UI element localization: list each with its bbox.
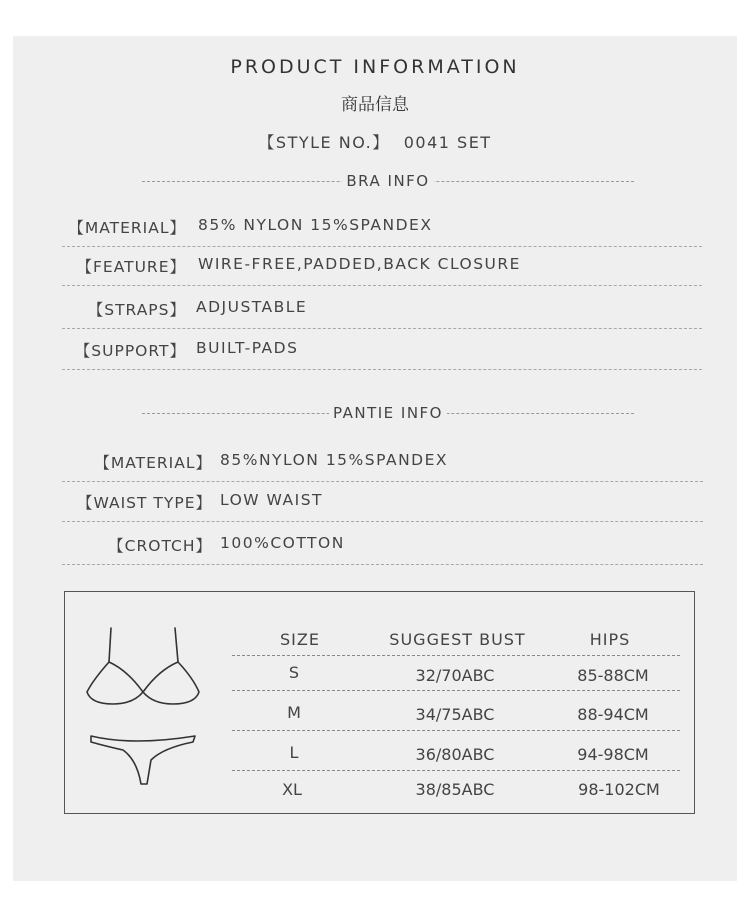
pantie-waist-value: LOW WAIST bbox=[220, 491, 323, 509]
size-cell: S bbox=[288, 663, 300, 682]
bra-material-value: 85% NYLON 15%SPANDEX bbox=[198, 216, 433, 234]
pantie-crotch-row bbox=[62, 524, 703, 565]
pantie-info-title: PANTIE INFO bbox=[329, 404, 447, 422]
table-divider bbox=[232, 655, 680, 656]
size-cell: M bbox=[287, 703, 301, 722]
bra-straps-value: ADJUSTABLE bbox=[196, 298, 308, 316]
bra-material-row bbox=[62, 206, 702, 247]
size-cell: XL bbox=[282, 780, 302, 799]
pantie-waist-label: 【WAIST TYPE】 bbox=[77, 494, 212, 512]
pantie-crotch-value: 100%COTTON bbox=[220, 534, 345, 552]
bust-cell: 34/75ABC bbox=[415, 705, 495, 724]
hips-cell: 88-94CM bbox=[577, 705, 649, 724]
table-divider bbox=[232, 770, 680, 771]
bust-header: SUGGEST BUST bbox=[389, 630, 526, 649]
size-cell: L bbox=[289, 743, 299, 762]
table-divider bbox=[232, 690, 680, 691]
hips-header: HIPS bbox=[589, 630, 631, 649]
bra-support-value: BUILT-PADS bbox=[196, 339, 299, 357]
bust-cell: 36/80ABC bbox=[415, 745, 495, 764]
pantie-waist-row bbox=[62, 481, 703, 522]
bra-support-row bbox=[62, 329, 702, 370]
pantie-material-row bbox=[62, 441, 703, 482]
page-title: PRODUCT INFORMATION bbox=[230, 56, 520, 78]
style-number-value: 0041 SET bbox=[403, 133, 492, 152]
bra-straps-label: 【STRAPS】 bbox=[87, 301, 186, 319]
style-number-line bbox=[0, 130, 750, 153]
hips-cell: 94-98CM bbox=[577, 745, 649, 764]
bust-cell: 32/70ABC bbox=[415, 666, 495, 685]
hips-cell: 98-102CM bbox=[578, 780, 660, 799]
style-number-label: 【STYLE NO.】 bbox=[258, 133, 390, 152]
bra-info-heading bbox=[142, 171, 634, 191]
pantie-crotch-label: 【CROTCH】 bbox=[108, 537, 212, 555]
bra-support-label: 【SUPPORT】 bbox=[74, 342, 186, 360]
hips-cell: 85-88CM bbox=[577, 666, 649, 685]
pantie-material-value: 85%NYLON 15%SPANDEX bbox=[220, 451, 449, 469]
bust-cell: 38/85ABC bbox=[415, 780, 495, 799]
bra-info-title: BRA INFO bbox=[342, 172, 433, 190]
bikini-outline-icon bbox=[83, 620, 203, 790]
size-header: SIZE bbox=[280, 630, 320, 649]
pantie-material-label: 【MATERIAL】 bbox=[94, 454, 212, 472]
size-chart bbox=[64, 591, 695, 814]
page-subtitle: 商品信息 bbox=[341, 95, 409, 115]
bra-feature-value: WIRE-FREE,PADDED,BACK CLOSURE bbox=[198, 255, 521, 273]
bra-feature-row bbox=[62, 245, 702, 286]
bra-straps-row bbox=[62, 288, 702, 329]
bra-material-label: 【MATERIAL】 bbox=[68, 219, 186, 237]
bra-feature-label: 【FEATURE】 bbox=[76, 258, 186, 276]
pantie-info-heading bbox=[142, 403, 634, 423]
table-divider bbox=[232, 730, 680, 731]
